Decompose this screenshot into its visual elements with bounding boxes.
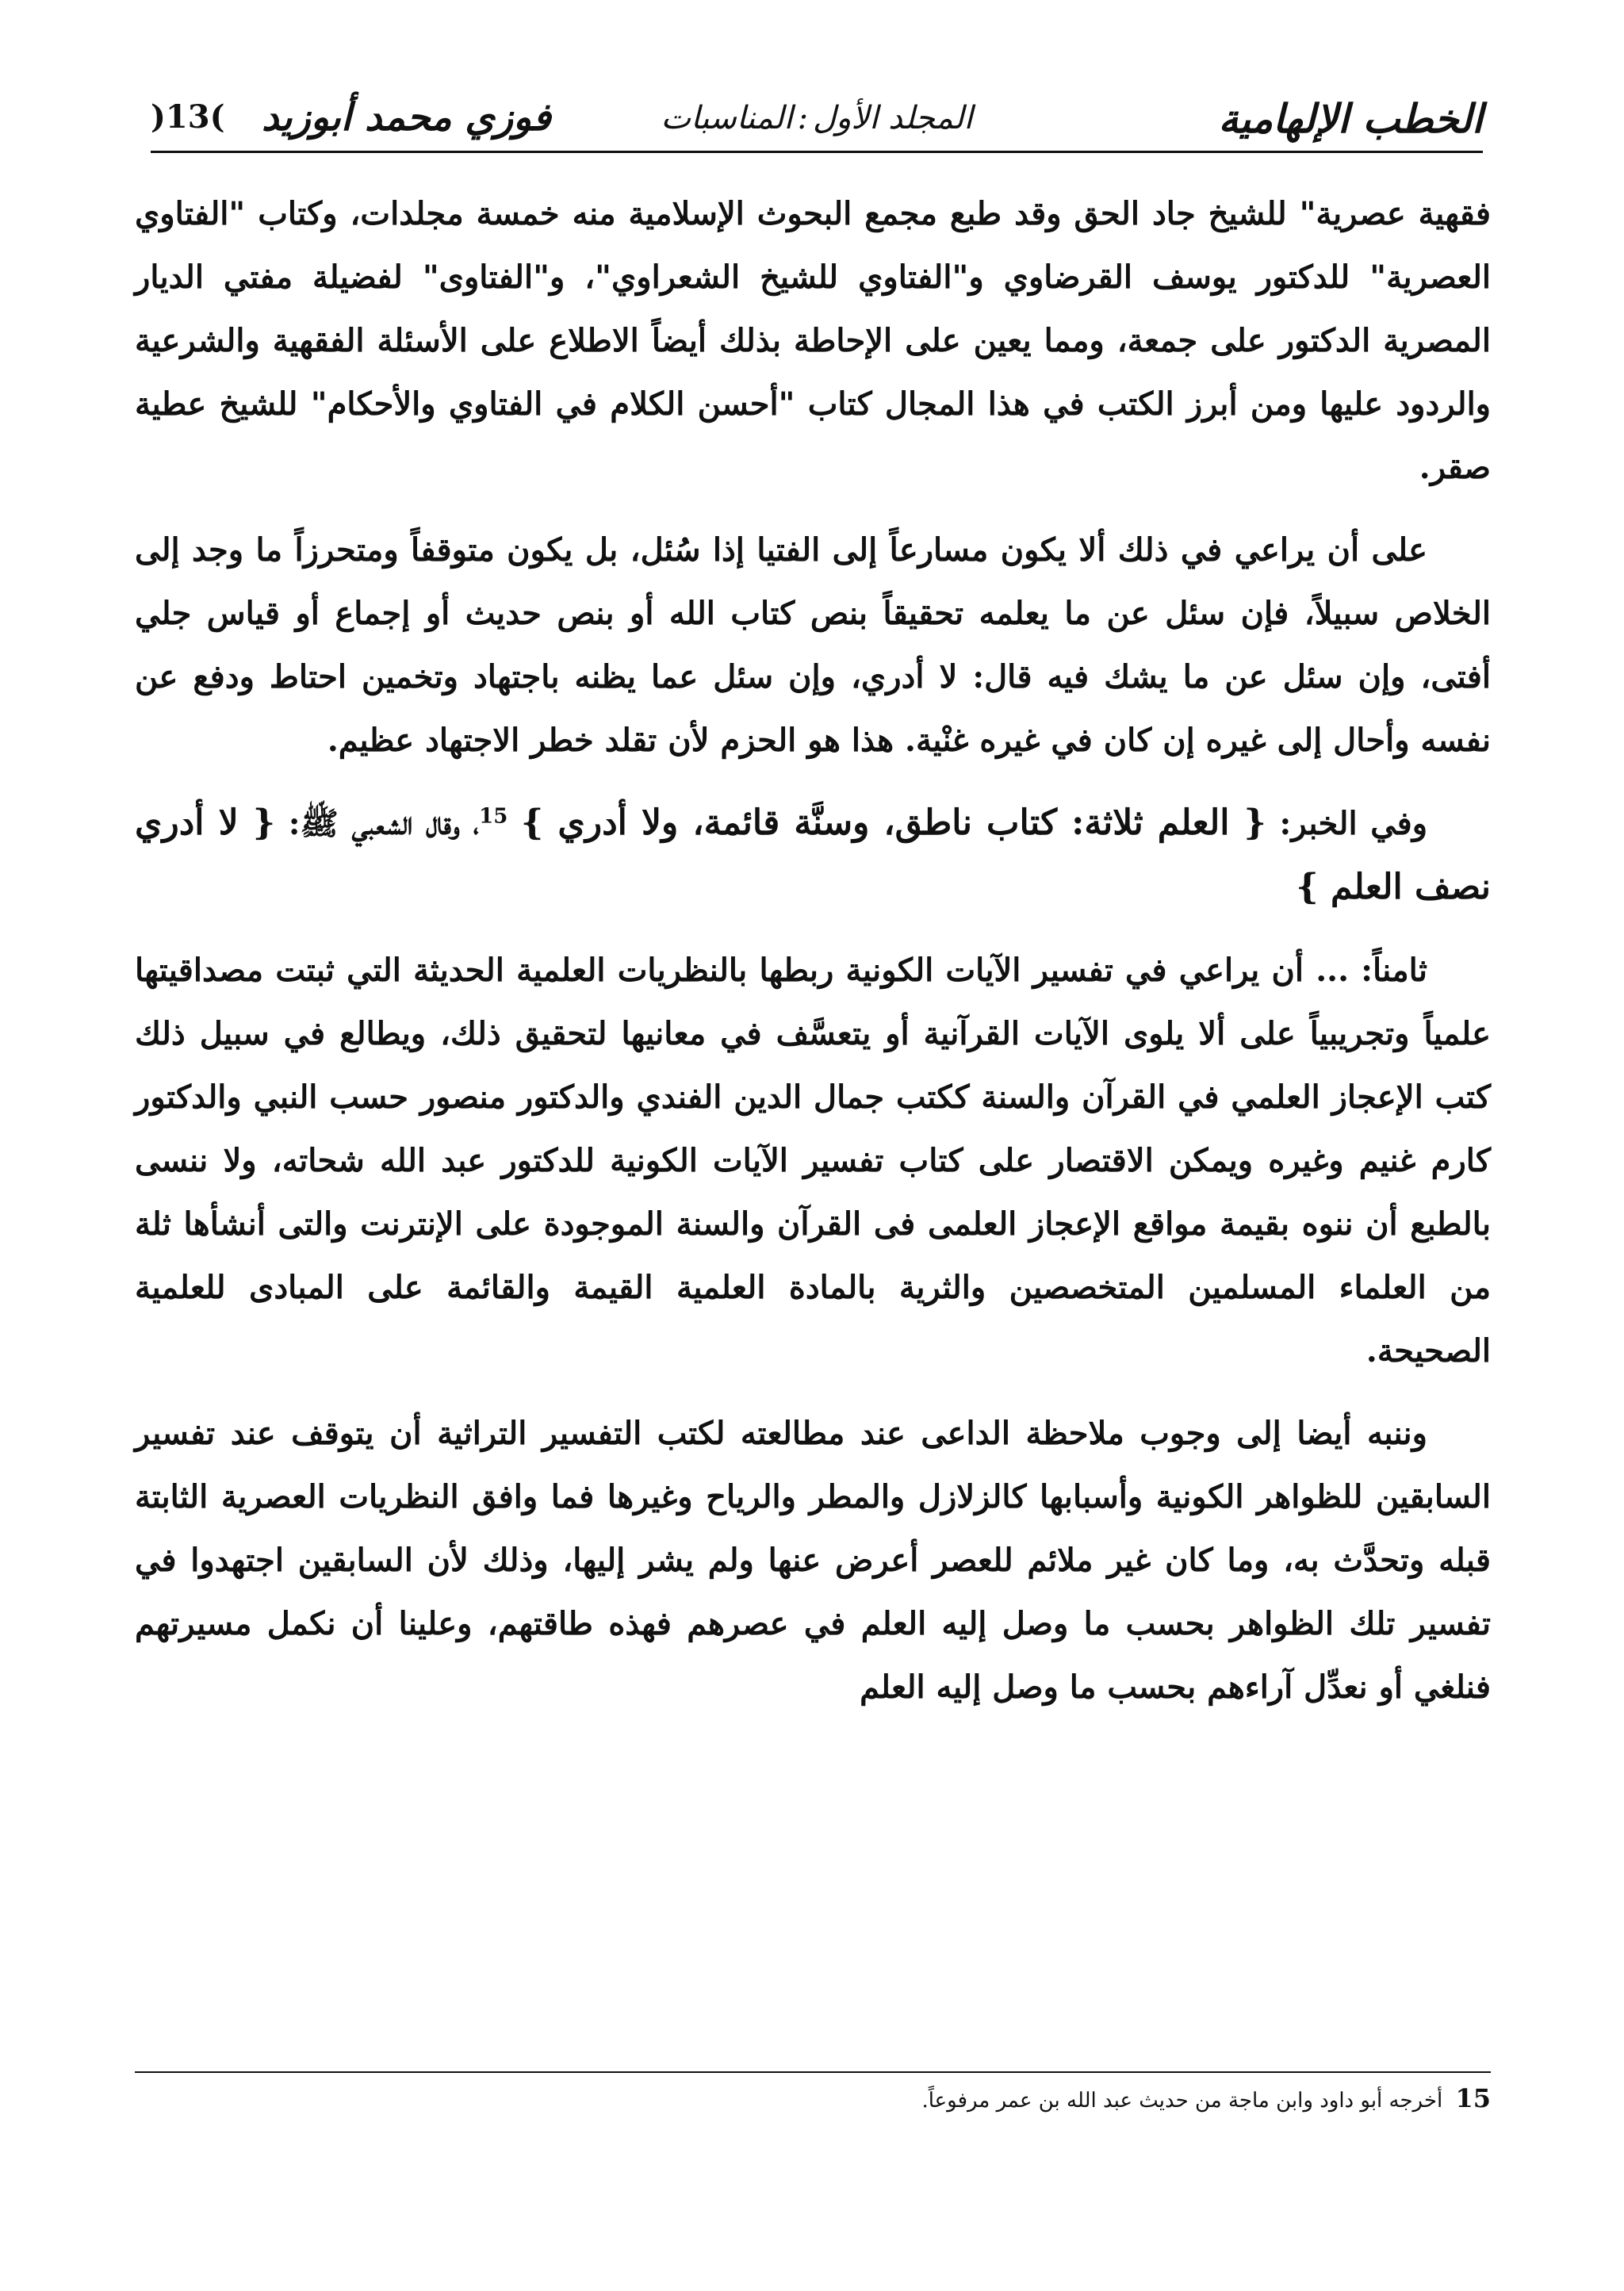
volume-label: المجلد الأول [813,100,973,136]
author-name: فوزي محمد أبوزيد [262,95,551,140]
running-header [151,89,1483,152]
paragraph: فقهية عصرية" للشيخ جاد الحق وقد طبع مجمع البحوث الإسلامية منه خمسة مجلدات، وكتاب "الفتاوي العصرية" للدكتور يوسف القرضاوي و"الفتاوي للشيخ الشعراوي"، و"الفتاوى" لفضيلة مفتي الديار المصرية الدكتور على جمعة، ومما يعين على الإحاطة بذلك أيضاً الاطلاع على الأسئلة الفقهية والشرعية والردود عليها ومن أبرز الكتب في هذا المجال كتاب "أحسن الكلام في الفتاوي والأحكام" للشيخ عطية صقر. [135,195,1492,486]
page-number: )13( [151,98,225,136]
paragraph: ثامناً: ... أن يراعي في تفسير الآيات الكونية ربطها بالنظريات العلمية الحديثة التي ثبتت مصداقيتها علمياً وتجريبياً على ألا يلوى الآيات القرآنية أو يتعسَّف في معانيها لتحقيق ذلك، ويطالع في سبيل ذلك كتب الإعجاز العلمي في القرآن والسنة ككتب جمال الدين الفندي والدكتور منصور حسب النبي والدكتور كارم غنيم وغيره ويمكن الاقتصار على كتاب تفسير الآيات الكونية للدكتور عبد الله شحاته، ولا ننسى بالطبع أن ننوه بقيمة مواقع الإعجاز العلمى فى القرآن والسنة الموجودة على الإنترنت والتى أنشأها ثلة من العلماء المسلمين المتخصصين والثرية بالمادة العلمية القيمة والقائمة على المبادى للعلمية الصحيحة. [135,952,1492,1370]
paragraph: وننبه أيضا إلى وجوب ملاحظة الداعى عند مطالعته لكتب التفسير التراثية أن يتوقف عند تفسير السابقين للظواهر الكونية وأسبابها كالزلازل والمطر والرياح وغيرها فما وافق النظريات العصرية الثابتة قبله وتحدَّث به، وما كان غير ملائم للعصر أعرض عنها ولم يشر إليها، وذلك لأن السابقين اجتهدوا في تفسير تلك الظواهر بحسب ما وصل إليه العلم في عصرهم فهذه طاقتهم، وعلينا أن نكمل مسيرتهم فنلغي أو نعدِّل آراءهم بحسب ما وصل إليه العلم [135,1415,1491,1706]
volume-section [661,100,972,136]
footnote-reference[interactable]: 15 [479,804,508,829]
hadith-lead: وفي الخبر: [1279,805,1428,842]
hadith-quote: { العلم ثلاثة: كتاب ناطق، وسنَّة قائمة، ولا أدري } [521,803,1266,843]
book-title: الخطب الإلهامية [1218,95,1483,142]
footnote-number: 15 [1455,2083,1491,2113]
hadith-continuation: ، وقال الشعبي ﷺ: [288,805,480,842]
main-text [135,182,1491,1738]
section-label: المناسبات [661,100,793,136]
header-rule [151,151,1483,153]
volume-separator: : [797,100,809,136]
footnote-text: أخرجه أبو داود وابن ماجة من حديث عبد الله بن عمر مرفوعاً. [921,2089,1443,2113]
footnote-rule [135,2071,1491,2073]
footnote [135,2079,1491,2120]
hadith-quote-2: { لا أدري نصف العلم } [135,803,1491,907]
footnotes [135,2079,1491,2120]
hadith-paragraph [135,791,1491,920]
paragraph: على أن يراعي في ذلك ألا يكون مسارعاً إلى الفتيا إذا سُئل، بل يكون متوقفاً ومتحرزاً ما وجد إلى الخلاص سبيلاً، فإن سئل عن ما يعلمه تحقيقاً بنص كتاب الله أو بنص حديث أو إجماع أو قياس جلي أفتى، وإن سئل عن ما يشك فيه قال: لا أدري، وإن سئل عما يظنه باجتهاد وتخمين احتاط ودفع عن نفسه وأحال إلى غيره إن كان في غيره غنْية. هذا هو الحزم لأن تقلد خطر الاجتهاد عظيم. [135,531,1491,759]
